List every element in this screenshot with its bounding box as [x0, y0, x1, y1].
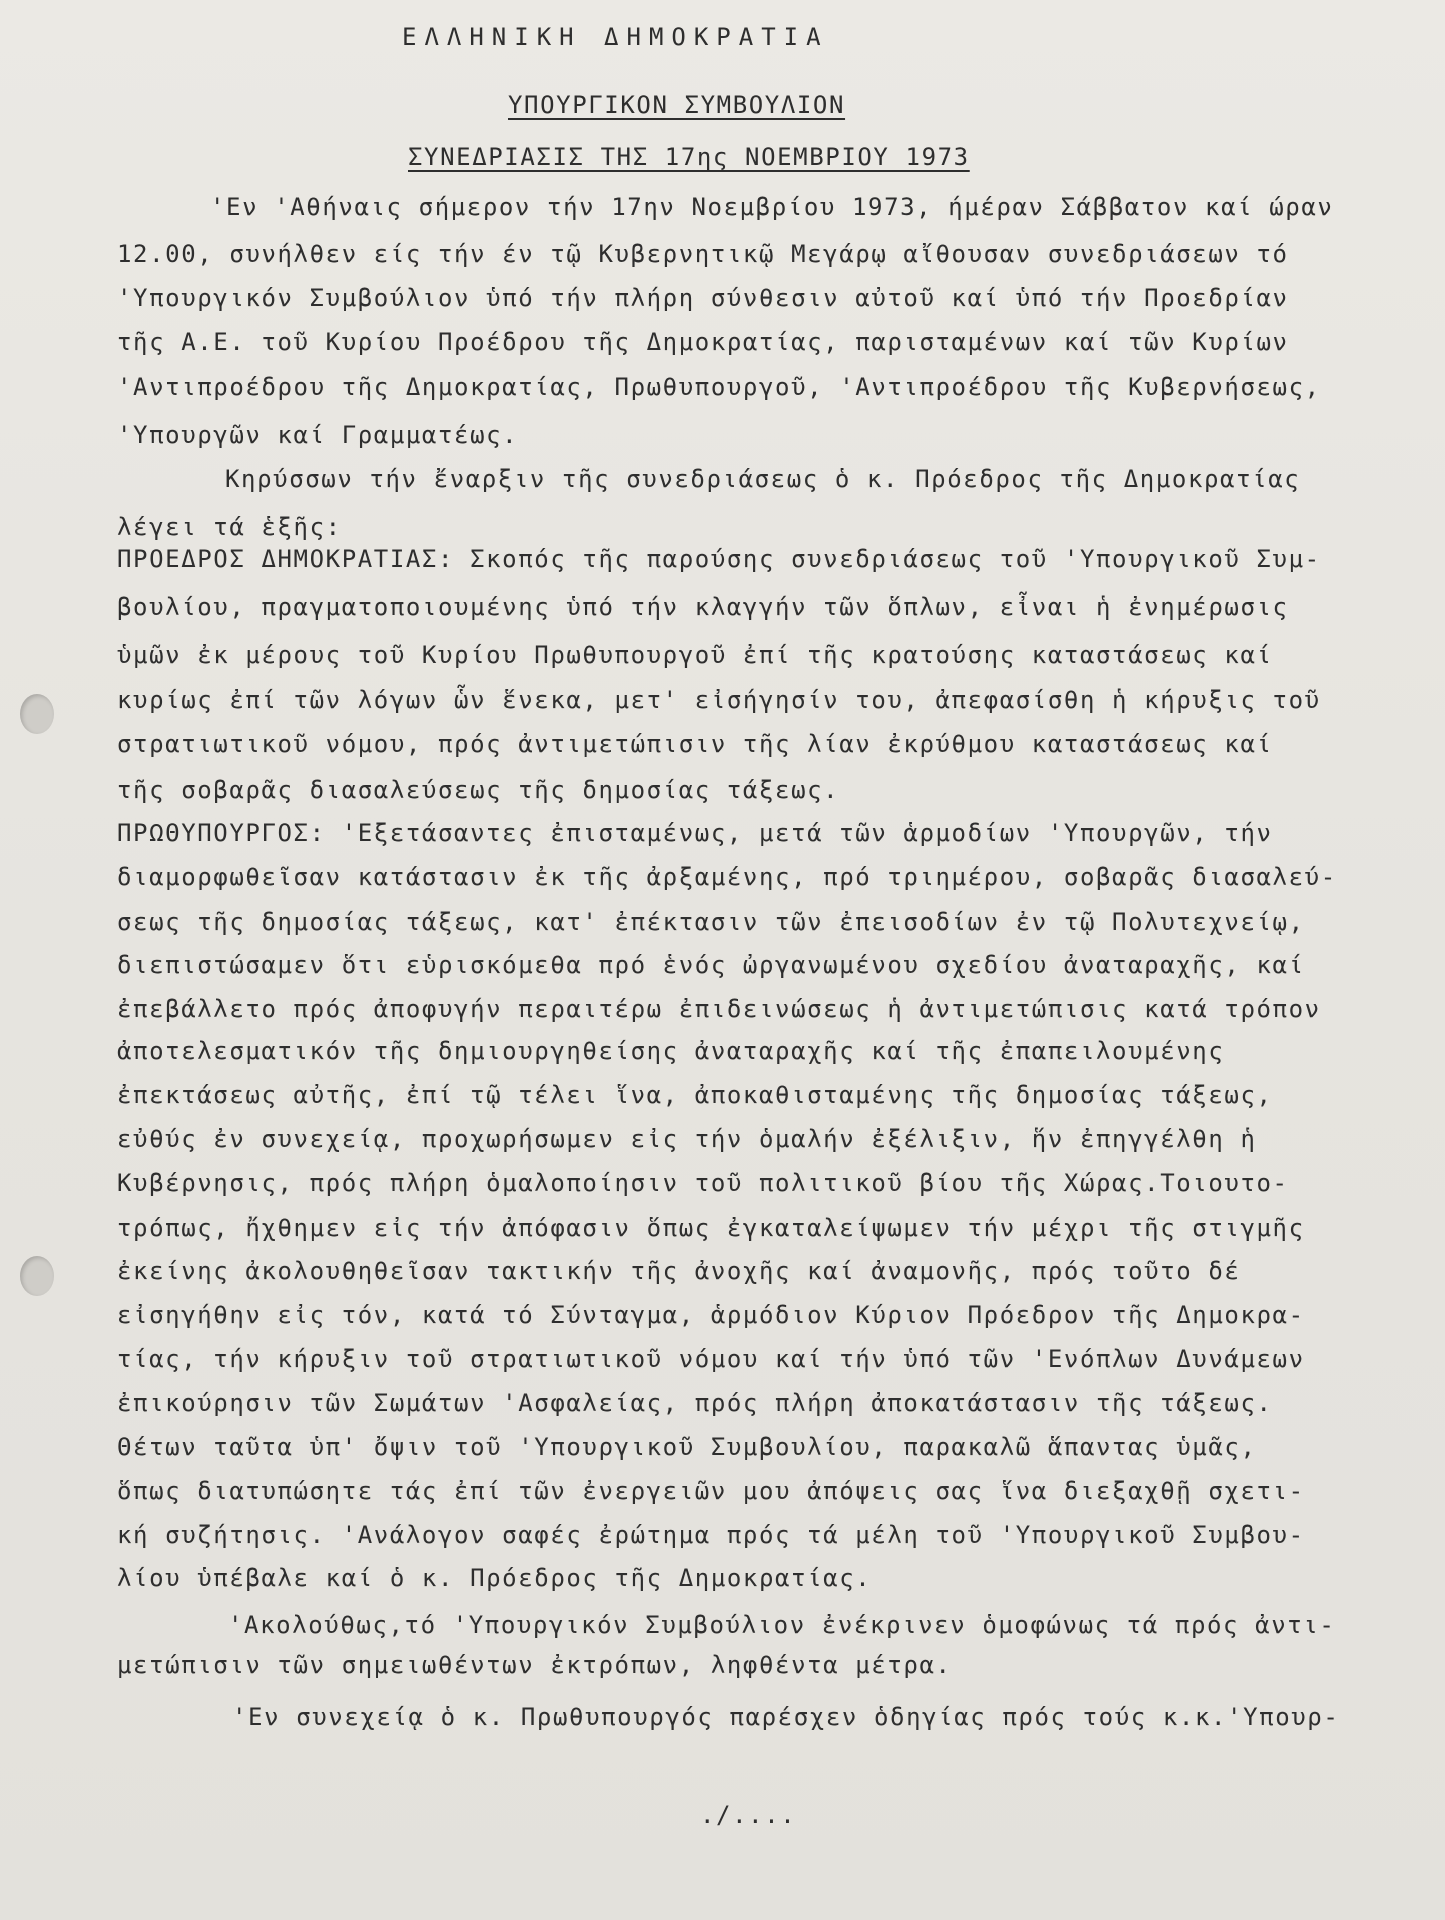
text-line: ἀποτελεσματικόν τῆς δημιουργηθείσης ἀναταραχῆς καί τῆς ἐπαπειλουμένης	[117, 1037, 1225, 1065]
text-line: τίας, τήν κήρυξιν τοῦ στρατιωτικοῦ νόμου καί τήν ὑπό τῶν 'Ενόπλων Δυνάμεων	[117, 1345, 1305, 1373]
text-line: τῆς Α.Ε. τοῦ Κυρίου Προέδρου τῆς Δημοκρατίας, παρισταμένων καί τῶν Κυρίων	[117, 328, 1289, 356]
text-line: κή συζήτησις. 'Ανάλογον σαφές ἐρώτημα πρός τά μέλη τοῦ 'Υπουργικοῦ Συμβου-	[117, 1521, 1305, 1549]
text-line: 'Αντιπροέδρου τῆς Δημοκρατίας, Πρωθυπουργοῦ, 'Αντιπροέδρου τῆς Κυβερνήσεως,	[117, 373, 1321, 401]
text-line: ἐπεκτάσεως αὐτῆς, ἐπί τῷ τέλει ἵνα, ἀποκαθισταμένης τῆς δημοσίας τάξεως,	[117, 1081, 1273, 1109]
text-line: διεπιστώσαμεν ὅτι εὑρισκόμεθα πρό ἑνός ὠργανωμένου σχεδίου ἀναταραχῆς, καί	[117, 951, 1305, 979]
text-line: εὐθύς ἐν συνεχείᾳ, προχωρήσωμεν εἰς τήν ὁμαλήν ἐξέλιξιν, ἥν ἐπηγγέλθη ἡ	[117, 1125, 1257, 1153]
text-line: ὅπως διατυπώσητε τάς ἐπί τῶν ἐνεργειῶν μου ἀπόψεις σας ἵνα διεξαχθῇ σχετι-	[117, 1477, 1305, 1505]
state-heading: ΕΛΛΗΝΙΚΗ ΔΗΜΟΚΡΑΤΙΑ	[402, 23, 829, 51]
page-continuation-mark: ./....	[700, 1801, 797, 1829]
text-line: τρόπως, ἤχθημεν εἰς τήν ἀπόφασιν ὅπως ἐγκαταλείψωμεν τήν μέχρι τῆς στιγμῆς	[117, 1214, 1305, 1242]
text-line: 'Υπουργῶν καί Γραμματέως.	[117, 421, 519, 449]
text-line: διαμορφωθεῖσαν κατάστασιν ἐκ τῆς ἀρξαμένης, πρό τριημέρου, σοβαρᾶς διασαλεύ-	[117, 863, 1337, 891]
text-line: λίου ὑπέβαλε καί ὁ κ. Πρόεδρος τῆς Δημοκρατίας.	[117, 1564, 872, 1592]
text-line: Κυβέρνησις, πρός πλήρη ὁμαλοποίησιν τοῦ πολιτικοῦ βίου τῆς Χώρας.Τοιουτο-	[117, 1169, 1289, 1197]
text-line: 'Ακολούθως,τό 'Υπουργικόν Συμβούλιον ἐνέκρινεν ὁμοφώνως τά πρός ἀντι-	[228, 1611, 1336, 1639]
text-line: 12.00, συνήλθεν είς τήν έν τῷ Κυβερνητικῷ Μεγάρῳ αἴθουσαν συνεδριάσεων τό	[117, 240, 1289, 268]
text-line: βουλίου, πραγματοποιουμένης ὑπό τήν κλαγγήν τῶν ὅπλων, εἶναι ἡ ἐνημέρωσις	[117, 593, 1289, 621]
text-line: 'Υπουργικόν Συμβούλιον ὑπό τήν πλήρη σύνθεσιν αὐτοῦ καί ὑπό τήν Προεδρίαν	[117, 284, 1289, 312]
text-line: στρατιωτικοῦ νόμου, πρός ἀντιμετώπισιν τῆς λίαν ἐκρύθμου καταστάσεως καί	[117, 730, 1273, 758]
text-line: Θέτων ταῦτα ὑπ' ὄψιν τοῦ 'Υπουργικοῦ Συμβουλίου, παρακαλῶ ἅπαντας ὑμᾶς,	[117, 1433, 1257, 1461]
text-line: ἐπικούρησιν τῶν Σωμάτων 'Ασφαλείας, πρός πλήρη ἀποκατάστασιν τῆς τάξεως.	[117, 1389, 1273, 1417]
session-heading: ΣΥΝΕΔΡΙΑΣΙΣ ΤΗΣ 17ης ΝΟΕΜΒΡΙΟΥ 1973	[408, 143, 970, 171]
text-line: ὑμῶν ἐκ μέρους τοῦ Κυρίου Πρωθυπουργοῦ ἐπί τῆς κρατούσης καταστάσεως καί	[117, 641, 1273, 669]
punch-hole-upper	[20, 694, 54, 734]
text-line: 'Εν συνεχείᾳ ὁ κ. Πρωθυπουργός παρέσχεν ὁδηγίας πρός τούς κ.κ.'Υπουρ-	[232, 1703, 1340, 1731]
text-line: σεως τῆς δημοσίας τάξεως, κατ' ἐπέκτασιν τῶν ἐπεισοδίων ἐν τῷ Πολυτεχνείῳ,	[117, 908, 1305, 936]
text-line: κυρίως ἐπί τῶν λόγων ὧν ἕνεκα, μετ' εἰσήγησίν του, ἀπεφασίσθη ἡ κήρυξις τοῦ	[117, 686, 1321, 714]
text-line: λέγει τά ἑξῆς:	[117, 513, 342, 541]
punch-hole-lower	[20, 1256, 54, 1296]
text-line: μετώπισιν τῶν σημειωθέντων ἐκτρόπων, ληφθέντα μέτρα.	[117, 1651, 952, 1679]
text-line: ἐπεβάλλετο πρός ἀποφυγήν περαιτέρω ἐπιδεινώσεως ἡ ἀντιμετώπισις κατά τρόπον	[117, 995, 1321, 1023]
text-line: εἰσηγήθην εἰς τόν, κατά τό Σύνταγμα, ἁρμόδιον Κύριον Πρόεδρον τῆς Δημοκρα-	[117, 1301, 1305, 1329]
text-line: Κηρύσσων τήν ἔναρξιν τῆς συνεδριάσεως ὁ κ. Πρόεδρος τῆς Δημοκρατίας	[225, 465, 1301, 493]
text-line: ΠΡΩΘΥΠΟΥΡΓΟΣ: 'Εξετάσαντες ἐπισταμένως, μετά τῶν ἁρμοδίων 'Υπουργῶν, τήν	[117, 819, 1273, 847]
text-line: ΠΡΟΕΔΡΟΣ ΔΗΜΟΚΡΑΤΙΑΣ: Σκοπός τῆς παρούσης συνεδριάσεως τοῦ 'Υπουργικοῦ Συμ-	[117, 545, 1321, 573]
council-heading: ΥΠΟΥΡΓΙΚΟΝ ΣΥΜΒΟΥΛΙΟΝ	[508, 91, 846, 119]
text-line: ἐκείνης ἀκολουθηθεῖσαν τακτικήν τῆς ἀνοχῆς καί ἀναμονῆς, πρός τοῦτο δέ	[117, 1257, 1241, 1285]
text-line: 'Εν 'Αθήναις σήμερον τήν 17ην Νοεμβρίου 1973, ήμέραν Σάββατον καί ώραν	[210, 193, 1334, 221]
text-line: τῆς σοβαρᾶς διασαλεύσεως τῆς δημοσίας τάξεως.	[117, 776, 840, 804]
